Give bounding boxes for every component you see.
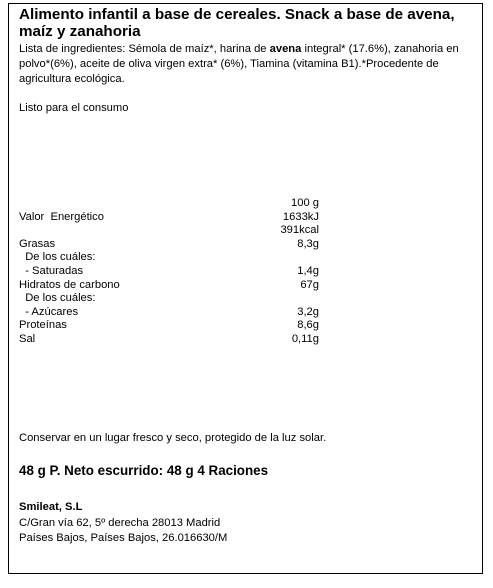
nutrition-value: 67g: [300, 278, 319, 291]
ready-to-eat-note: Listo para el consumo: [19, 102, 129, 114]
nutrition-row: [19, 306, 319, 320]
storage-instructions: Conservar en un lugar fresco y seco, protegido de la luz solar.: [19, 432, 327, 444]
nutrition-label: De los cuáles:: [19, 251, 96, 264]
nutrition-label: Sal: [19, 332, 36, 345]
company-info: [19, 500, 227, 547]
nutrition-table: [19, 197, 319, 347]
ingredients-bold-word: avena: [269, 43, 302, 55]
nutrition-rows: [19, 211, 319, 347]
nutrition-row: [19, 333, 319, 347]
company-location: Países Bajos, Países Bajos, 26.016630/M: [19, 532, 228, 544]
nutrition-row: [19, 279, 319, 293]
nutrition-value: 0,11g: [291, 332, 319, 345]
nutrition-value: 1,4g: [297, 264, 319, 277]
nutrition-row: [19, 211, 319, 225]
nutrition-header-row: [19, 197, 319, 211]
nutrition-header: 100 g: [291, 197, 319, 209]
nutrition-value: 391kcal: [280, 224, 319, 237]
ingredients-list: [19, 42, 469, 87]
nutrition-label: Valor Energético: [19, 210, 104, 223]
product-title: Alimento infantil a base de cereales. Snack a base de avena, maíz y zanahoria: [19, 6, 455, 40]
net-weight: 48 g P. Neto escurrido: 48 g 4 Raciones: [19, 463, 269, 478]
nutrition-value: 8,6g: [297, 319, 319, 332]
ingredients-suffix: integral* (17.6%), zanahoria en polvo*(6%), aceite de oliva virgen extra* (6%), Tiamina (vitamina B1).*Procedente de agricultura ecológica.: [19, 43, 459, 85]
company-address: C/Gran vía 62, 5º derecha 28013 Madrid: [19, 516, 221, 529]
nutrition-value: 8,3g: [297, 237, 319, 250]
nutrition-label: Grasas: [19, 237, 56, 250]
nutrition-row: [19, 224, 319, 238]
nutrition-row: [19, 251, 319, 265]
company-name: Smileat, S.L: [19, 501, 83, 513]
nutrition-label: Proteínas: [19, 319, 67, 332]
nutrition-row: [19, 292, 319, 306]
nutrition-row: [19, 319, 319, 333]
nutrition-label: - Azúcares: [19, 305, 79, 318]
nutrition-value: 3,2g: [297, 305, 319, 318]
ingredients-prefix: Lista de ingredientes: Sémola de maíz*, harina de: [19, 43, 270, 55]
nutrition-label: - Saturadas: [19, 264, 84, 277]
nutrition-label: Hidratos de carbono: [19, 278, 120, 291]
nutrition-row: [19, 265, 319, 279]
nutrition-label: De los cuáles:: [19, 292, 96, 305]
nutrition-row: [19, 238, 319, 252]
nutrition-value: 1633kJ: [282, 210, 319, 223]
